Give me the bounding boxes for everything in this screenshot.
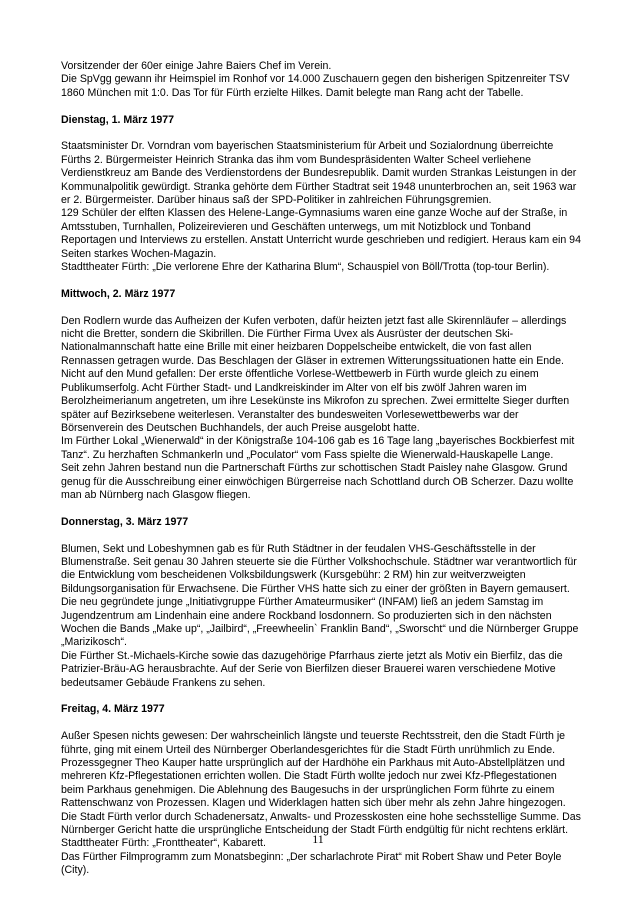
- spacer: [61, 529, 581, 542]
- section-heading-donnerstag: Donnerstag, 3. März 1977: [61, 515, 189, 528]
- spacer: [61, 717, 581, 730]
- page-number: 11: [312, 832, 324, 846]
- donnerstag-paragraph-2: Die neu gegründete junge „Initiativgruppe Fürther Amateurmusiker“ (INFAM) ließ an jedem Samstag im Jugendzentrum am Lindenhain eine andere Rockband losdonnern. So produzierten sich in den nächsten Wochen die Bands „Make up“, „Jailbird“, „Freewheelin` Franklin Band“, „Sworscht“ und die Nürnberger Gruppe „Marizikosch“.: [61, 596, 579, 649]
- spacer: [61, 301, 581, 314]
- spacer: [61, 100, 581, 113]
- section-heading-dienstag: Dienstag, 1. März 1977: [61, 113, 175, 126]
- spacer: [61, 502, 581, 515]
- spacer: [61, 127, 581, 140]
- mittwoch-paragraph-2: Nicht auf den Mund gefallen: Der erste öffentliche Vorlese-Wettbewerb in Fürth wurde gleich zu einem Publikumserfolg. Acht Fürther Stadt- und Landkreiskinder im Alter von elf bis zwölf Jahren waren im Berolzheimerianum angetreten, um ihre Lesekünste ins Mikrofon zu sprechen. Zwei ermittelte Sieger durften später auf Bezirksebene weiterlesen. Veranstalter des bundesweiten Vorlesewettbewerbs war der Börsenverein des Deutschen Buchhandels, der auch Preise ausgelobt hatte.: [61, 368, 570, 434]
- freitag-paragraph-2: Stadttheater Fürth: „Fronttheater“, Kabarett.: [61, 837, 266, 850]
- section-heading-mittwoch: Mittwoch, 2. März 1977: [61, 287, 176, 300]
- dienstag-paragraph-3: Stadttheater Fürth: „Die verlorene Ehre der Katharina Blum“, Schauspiel von Böll/Trotta (top-tour Berlin).: [61, 261, 550, 274]
- dienstag-paragraph-2: 129 Schüler der elften Klassen des Helene-Lange-Gymnasiums waren eine ganze Woche auf der Straße, in Amtsstuben, Turnhallen, Polizeirevieren und Geschäften unterwegs, um mit Notizblock und Tonband Reportagen und Interviews zu erstellen. Anstatt Unterricht wurde geschrieben und redigiert. Heraus kam ein 94 Seiten starkes Wochen-Magazin.: [61, 207, 581, 260]
- freitag-paragraph-1: Außer Spesen nichts gewesen: Der wahrscheinlich längste und teuerste Rechtsstreit, den die Stadt Fürth je führte, ging mit einem Urteil des Nürnberger Oberlandesgerichtes für die Stadt Fürth unrühmlich zu Ende. Prozessgegner Theo Kauper hatte ursprünglich auf der Hardhöhe ein Parkhaus mit Auto-Abstellplätzen und mehreren Kfz-Pflegestationen errichten wollen. Die Stadt Fürth wollte jedoch nur zwei Kfz-Pflegestationen beim Parkhaus genehmigen. Die Ablehnung des Baugesuchs in der ursprünglichen Form führte zu einem Rattenschwanz von Prozessen. Klagen und Widerklagen hatten sich über mehr als zehn Jahre hingezogen. Die Stadt Fürth verlor durch Schadenersatz, Anwalts- und Prozesskosten eine hohe sechsstellige Summe. Das Nürnberger Gericht hatte die ursprüngliche Entscheidung der Stadt Fürth endgültig für nicht rechtens erklärt.: [61, 730, 581, 837]
- section-heading-freitag: Freitag, 4. März 1977: [61, 703, 165, 716]
- document-page: [61, 60, 581, 878]
- intro-paragraph-1: Vorsitzender der 60er einige Jahre Baiers Chef im Verein.: [61, 60, 332, 72]
- spacer: [61, 274, 581, 287]
- dienstag-paragraph-1: Staatsminister Dr. Vorndran vom bayerischen Staatsministerium für Arbeit und Sozialordnung überreichte Fürths 2. Bürgermeister Heinrich Stranka das ihm vom Bundespräsidenten Walter Scheel verliehene Verdienstkreuz am Bande des Verdienstordens der Bundesrepublik. Damit wurden Strankas Leistungen in der Kommunalpolitik gewürdigt. Stranka gehörte dem Fürther Stadtrat seit 1948 ununterbrochen an, seit 1963 war er 2. Bürgermeister. Darüber hinaus saß der SPD-Politiker in zahlreichen Führungsgremien.: [61, 140, 577, 207]
- spacer: [61, 690, 581, 703]
- mittwoch-paragraph-1: Den Rodlern wurde das Aufheizen der Kufen verboten, dafür heizten jetzt fast alle Skirennläufer – allerdings nicht die Bretter, sondern die Skibrillen. Die Fürther Firma Uvex als Ausrüster der deutschen Ski-Nationalmannschaft hatte eine Brille mit einer heizbaren Doppelscheibe entwickelt, die von fast allen Rennassen getragen wurde. Das Beschlagen der Gläser in extremen Witterungssituationen hatte ein Ende.: [61, 314, 567, 367]
- freitag-paragraph-3: Das Fürther Filmprogramm zum Monatsbeginn: „Der scharlachrote Pirat“ mit Robert Shaw und Peter Boyle (City).: [61, 850, 562, 877]
- mittwoch-paragraph-3: Im Fürther Lokal „Wienerwald“ in der Königstraße 104-106 gab es 16 Tage lang „bayerisches Bockbierfest mit Tanz“. Zu herzhaften Schmankerln und „Poculator“ vom Fass spielte die Wienerwald-Hauskapelle Lange.: [61, 435, 575, 461]
- donnerstag-paragraph-1: Blumen, Sekt und Lobeshymnen gab es für Ruth Städtner in der feudalen VHS-Geschäftsstelle in der Blumenstraße. Seit genau 30 Jahren steuerte sie die Fürther Volkshochschule. Städtner war verantwortlich für die Entwicklung vom bescheidenen Volksbildungswerk (Kursgebühr: 2 RM) hin zur weitverzweigten Bildungsorganisation für Erwachsene. Die Fürther VHS hatte sich zu einer der größten in Bayern gemausert.: [61, 542, 577, 595]
- intro-paragraph-2: Die SpVgg gewann ihr Heimspiel im Ronhof vor 14.000 Zuschauern gegen den bisherigen Spitzenreiter TSV 1860 München mit 1:0. Das Tor für Fürth erzielte Hilkes. Damit belegte man Rang acht der Tabelle.: [61, 73, 570, 99]
- donnerstag-paragraph-3: Die Fürther St.-Michaels-Kirche sowie das dazugehörige Pfarrhaus zierte jetzt als Motiv ein Bierfilz, das die Patrizier-Bräu-AG herausbrachte. Auf der Serie von Bierfilzen dieser Brauerei waren verschiedene Motive bedeutsamer Gebäude Frankens zu sehen.: [61, 649, 563, 689]
- mittwoch-paragraph-4: Seit zehn Jahren bestand nun die Partnerschaft Fürths zur schottischen Stadt Paisley nahe Glasgow. Grund genug für die Ausschreibung einer einwöchigen Bürgerreise nach Schottland durch OB Scherzer. Dazu wollte man ab Nürnberg nach Glasgow fliegen.: [61, 462, 574, 501]
